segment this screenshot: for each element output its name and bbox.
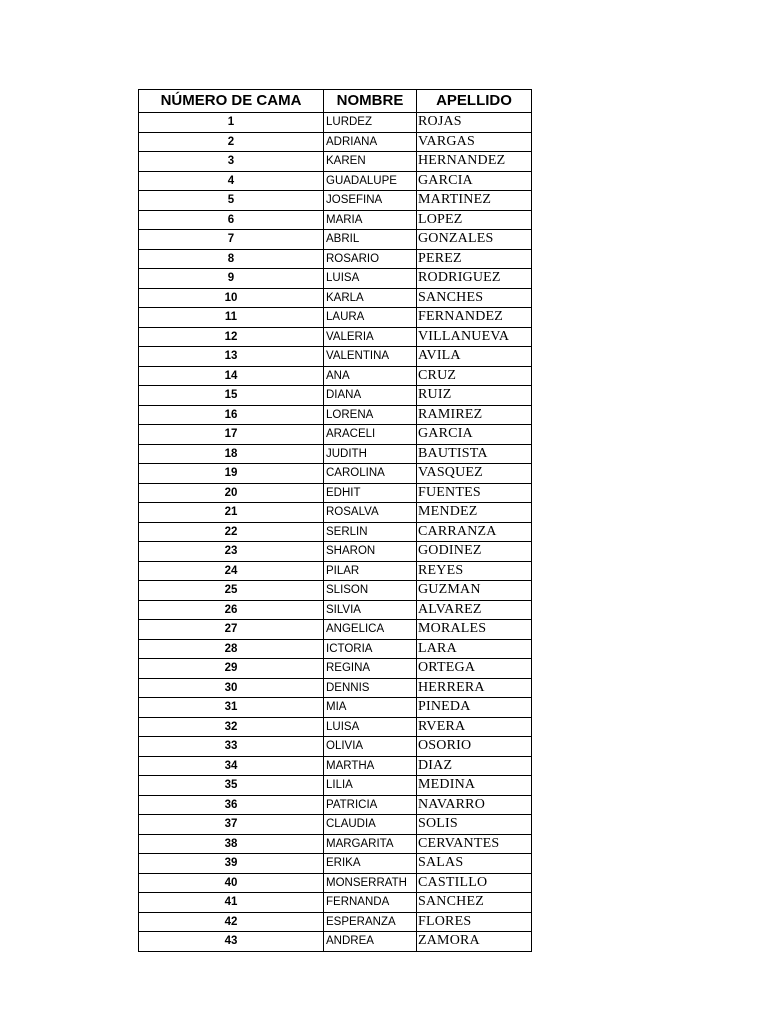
table-row <box>139 522 532 542</box>
bed-number-cell: 34 <box>139 756 324 776</box>
bed-number-cell: 11 <box>139 308 324 328</box>
last-name-cell: GONZALES <box>417 230 532 250</box>
last-name-cell: GODINEZ <box>417 542 532 562</box>
bed-number-cell: 30 <box>139 678 324 698</box>
first-name-cell: JOSEFINA <box>324 191 417 211</box>
first-name-cell: ANDREA <box>324 932 417 952</box>
last-name-cell: MENDEZ <box>417 503 532 523</box>
last-name-cell: RODRIGUEZ <box>417 269 532 289</box>
table-row <box>139 581 532 601</box>
last-name-cell: SANCHES <box>417 288 532 308</box>
table-row <box>139 386 532 406</box>
table-row <box>139 152 532 172</box>
table-row <box>139 678 532 698</box>
bed-number-cell: 22 <box>139 522 324 542</box>
table-row <box>139 639 532 659</box>
table-row <box>139 132 532 152</box>
first-name-cell: GUADALUPE <box>324 171 417 191</box>
bed-number-cell: 29 <box>139 659 324 679</box>
first-name-cell: CAROLINA <box>324 464 417 484</box>
bed-number-cell: 3 <box>139 152 324 172</box>
bed-number-cell: 17 <box>139 425 324 445</box>
bed-number-cell: 41 <box>139 893 324 913</box>
first-name-cell: FERNANDA <box>324 893 417 913</box>
table-row <box>139 893 532 913</box>
first-name-cell: SERLIN <box>324 522 417 542</box>
first-name-cell: ABRIL <box>324 230 417 250</box>
table-row <box>139 873 532 893</box>
bed-number-cell: 1 <box>139 113 324 133</box>
last-name-cell: PEREZ <box>417 249 532 269</box>
bed-number-cell: 40 <box>139 873 324 893</box>
last-name-cell: FUENTES <box>417 483 532 503</box>
first-name-cell: LAURA <box>324 308 417 328</box>
last-name-cell: SALAS <box>417 854 532 874</box>
last-name-cell: CASTILLO <box>417 873 532 893</box>
table-row <box>139 561 532 581</box>
last-name-cell: CERVANTES <box>417 834 532 854</box>
bed-number-cell: 18 <box>139 444 324 464</box>
last-name-cell: FLORES <box>417 912 532 932</box>
last-name-cell: NAVARRO <box>417 795 532 815</box>
first-name-cell: MARTHA <box>324 756 417 776</box>
first-name-cell: LILIA <box>324 776 417 796</box>
bed-number-cell: 9 <box>139 269 324 289</box>
table-row <box>139 464 532 484</box>
table-row <box>139 230 532 250</box>
bed-number-cell: 42 <box>139 912 324 932</box>
table-row <box>139 503 532 523</box>
last-name-cell: MARTINEZ <box>417 191 532 211</box>
bed-number-cell: 10 <box>139 288 324 308</box>
bed-number-cell: 13 <box>139 347 324 367</box>
first-name-cell: MIA <box>324 698 417 718</box>
last-name-cell: VARGAS <box>417 132 532 152</box>
first-name-cell: ROSALVA <box>324 503 417 523</box>
bed-number-cell: 4 <box>139 171 324 191</box>
last-name-cell: HERNANDEZ <box>417 152 532 172</box>
first-name-cell: ARACELI <box>324 425 417 445</box>
bed-number-cell: 21 <box>139 503 324 523</box>
last-name-cell: LOPEZ <box>417 210 532 230</box>
last-name-cell: ALVAREZ <box>417 600 532 620</box>
first-name-cell: ROSARIO <box>324 249 417 269</box>
table-row <box>139 834 532 854</box>
bed-number-cell: 16 <box>139 405 324 425</box>
bed-number-cell: 6 <box>139 210 324 230</box>
last-name-cell: PINEDA <box>417 698 532 718</box>
first-name-cell: DIANA <box>324 386 417 406</box>
bed-number-cell: 23 <box>139 542 324 562</box>
table-row <box>139 717 532 737</box>
bed-number-cell: 27 <box>139 620 324 640</box>
table-row <box>139 288 532 308</box>
table-row <box>139 815 532 835</box>
table-row <box>139 542 532 562</box>
first-name-cell: ESPERANZA <box>324 912 417 932</box>
bed-number-cell: 37 <box>139 815 324 835</box>
first-name-cell: CLAUDIA <box>324 815 417 835</box>
table-row <box>139 698 532 718</box>
last-name-cell: RUIZ <box>417 386 532 406</box>
first-name-cell: VALERIA <box>324 327 417 347</box>
table-row <box>139 776 532 796</box>
last-name-cell: CARRANZA <box>417 522 532 542</box>
last-name-cell: VASQUEZ <box>417 464 532 484</box>
first-name-cell: ANA <box>324 366 417 386</box>
last-name-cell: MORALES <box>417 620 532 640</box>
bed-number-cell: 24 <box>139 561 324 581</box>
table-row <box>139 912 532 932</box>
bed-number-cell: 2 <box>139 132 324 152</box>
last-name-cell: ORTEGA <box>417 659 532 679</box>
table-row <box>139 483 532 503</box>
table-row <box>139 444 532 464</box>
first-name-cell: LURDEZ <box>324 113 417 133</box>
table-row <box>139 347 532 367</box>
header-bed-number: NÚMERO DE CAMA <box>139 90 324 113</box>
table-row <box>139 405 532 425</box>
last-name-cell: REYES <box>417 561 532 581</box>
bed-number-cell: 15 <box>139 386 324 406</box>
table-row <box>139 756 532 776</box>
bed-number-cell: 33 <box>139 737 324 757</box>
first-name-cell: DENNIS <box>324 678 417 698</box>
bed-number-cell: 20 <box>139 483 324 503</box>
first-name-cell: ICTORIA <box>324 639 417 659</box>
bed-number-cell: 28 <box>139 639 324 659</box>
bed-number-cell: 35 <box>139 776 324 796</box>
last-name-cell: DIAZ <box>417 756 532 776</box>
table-body <box>139 113 532 952</box>
first-name-cell: REGINA <box>324 659 417 679</box>
first-name-cell: SILVIA <box>324 600 417 620</box>
bed-number-cell: 7 <box>139 230 324 250</box>
header-first-name: NOMBRE <box>324 90 417 113</box>
first-name-cell: MARGARITA <box>324 834 417 854</box>
table-row <box>139 600 532 620</box>
first-name-cell: ERIKA <box>324 854 417 874</box>
last-name-cell: CRUZ <box>417 366 532 386</box>
last-name-cell: RAMIREZ <box>417 405 532 425</box>
table-row <box>139 659 532 679</box>
last-name-cell: GARCIA <box>417 171 532 191</box>
table-row <box>139 366 532 386</box>
first-name-cell: KARLA <box>324 288 417 308</box>
last-name-cell: FERNANDEZ <box>417 308 532 328</box>
last-name-cell: ROJAS <box>417 113 532 133</box>
first-name-cell: LUISA <box>324 717 417 737</box>
table-row <box>139 737 532 757</box>
last-name-cell: MEDINA <box>417 776 532 796</box>
bed-assignment-table <box>138 89 532 952</box>
bed-number-cell: 32 <box>139 717 324 737</box>
table-row <box>139 249 532 269</box>
table-row <box>139 171 532 191</box>
first-name-cell: MONSERRATH <box>324 873 417 893</box>
first-name-cell: SHARON <box>324 542 417 562</box>
header-row <box>139 90 532 113</box>
first-name-cell: ANGELICA <box>324 620 417 640</box>
bed-number-cell: 25 <box>139 581 324 601</box>
last-name-cell: LARA <box>417 639 532 659</box>
last-name-cell: HERRERA <box>417 678 532 698</box>
bed-number-cell: 39 <box>139 854 324 874</box>
bed-number-cell: 12 <box>139 327 324 347</box>
first-name-cell: VALENTINA <box>324 347 417 367</box>
table-row <box>139 113 532 133</box>
last-name-cell: OSORIO <box>417 737 532 757</box>
bed-number-cell: 19 <box>139 464 324 484</box>
first-name-cell: ADRIANA <box>324 132 417 152</box>
first-name-cell: JUDITH <box>324 444 417 464</box>
bed-number-cell: 31 <box>139 698 324 718</box>
last-name-cell: VILLANUEVA <box>417 327 532 347</box>
bed-number-cell: 8 <box>139 249 324 269</box>
table-row <box>139 620 532 640</box>
first-name-cell: PATRICIA <box>324 795 417 815</box>
table-row <box>139 932 532 952</box>
table-row <box>139 210 532 230</box>
bed-number-cell: 5 <box>139 191 324 211</box>
first-name-cell: EDHIT <box>324 483 417 503</box>
table-row <box>139 425 532 445</box>
last-name-cell: GUZMAN <box>417 581 532 601</box>
bed-number-cell: 38 <box>139 834 324 854</box>
bed-number-cell: 36 <box>139 795 324 815</box>
last-name-cell: AVILA <box>417 347 532 367</box>
header-last-name: APELLIDO <box>417 90 532 113</box>
table-row <box>139 327 532 347</box>
table-row <box>139 854 532 874</box>
last-name-cell: ZAMORA <box>417 932 532 952</box>
last-name-cell: BAUTISTA <box>417 444 532 464</box>
first-name-cell: MARIA <box>324 210 417 230</box>
bed-number-cell: 26 <box>139 600 324 620</box>
last-name-cell: GARCIA <box>417 425 532 445</box>
first-name-cell: KAREN <box>324 152 417 172</box>
first-name-cell: LUISA <box>324 269 417 289</box>
table-row <box>139 191 532 211</box>
first-name-cell: OLIVIA <box>324 737 417 757</box>
table-row <box>139 795 532 815</box>
last-name-cell: SOLIS <box>417 815 532 835</box>
table-row <box>139 308 532 328</box>
table-row <box>139 269 532 289</box>
bed-number-cell: 14 <box>139 366 324 386</box>
first-name-cell: LORENA <box>324 405 417 425</box>
last-name-cell: RVERA <box>417 717 532 737</box>
first-name-cell: PILAR <box>324 561 417 581</box>
first-name-cell: SLISON <box>324 581 417 601</box>
bed-number-cell: 43 <box>139 932 324 952</box>
last-name-cell: SANCHEZ <box>417 893 532 913</box>
